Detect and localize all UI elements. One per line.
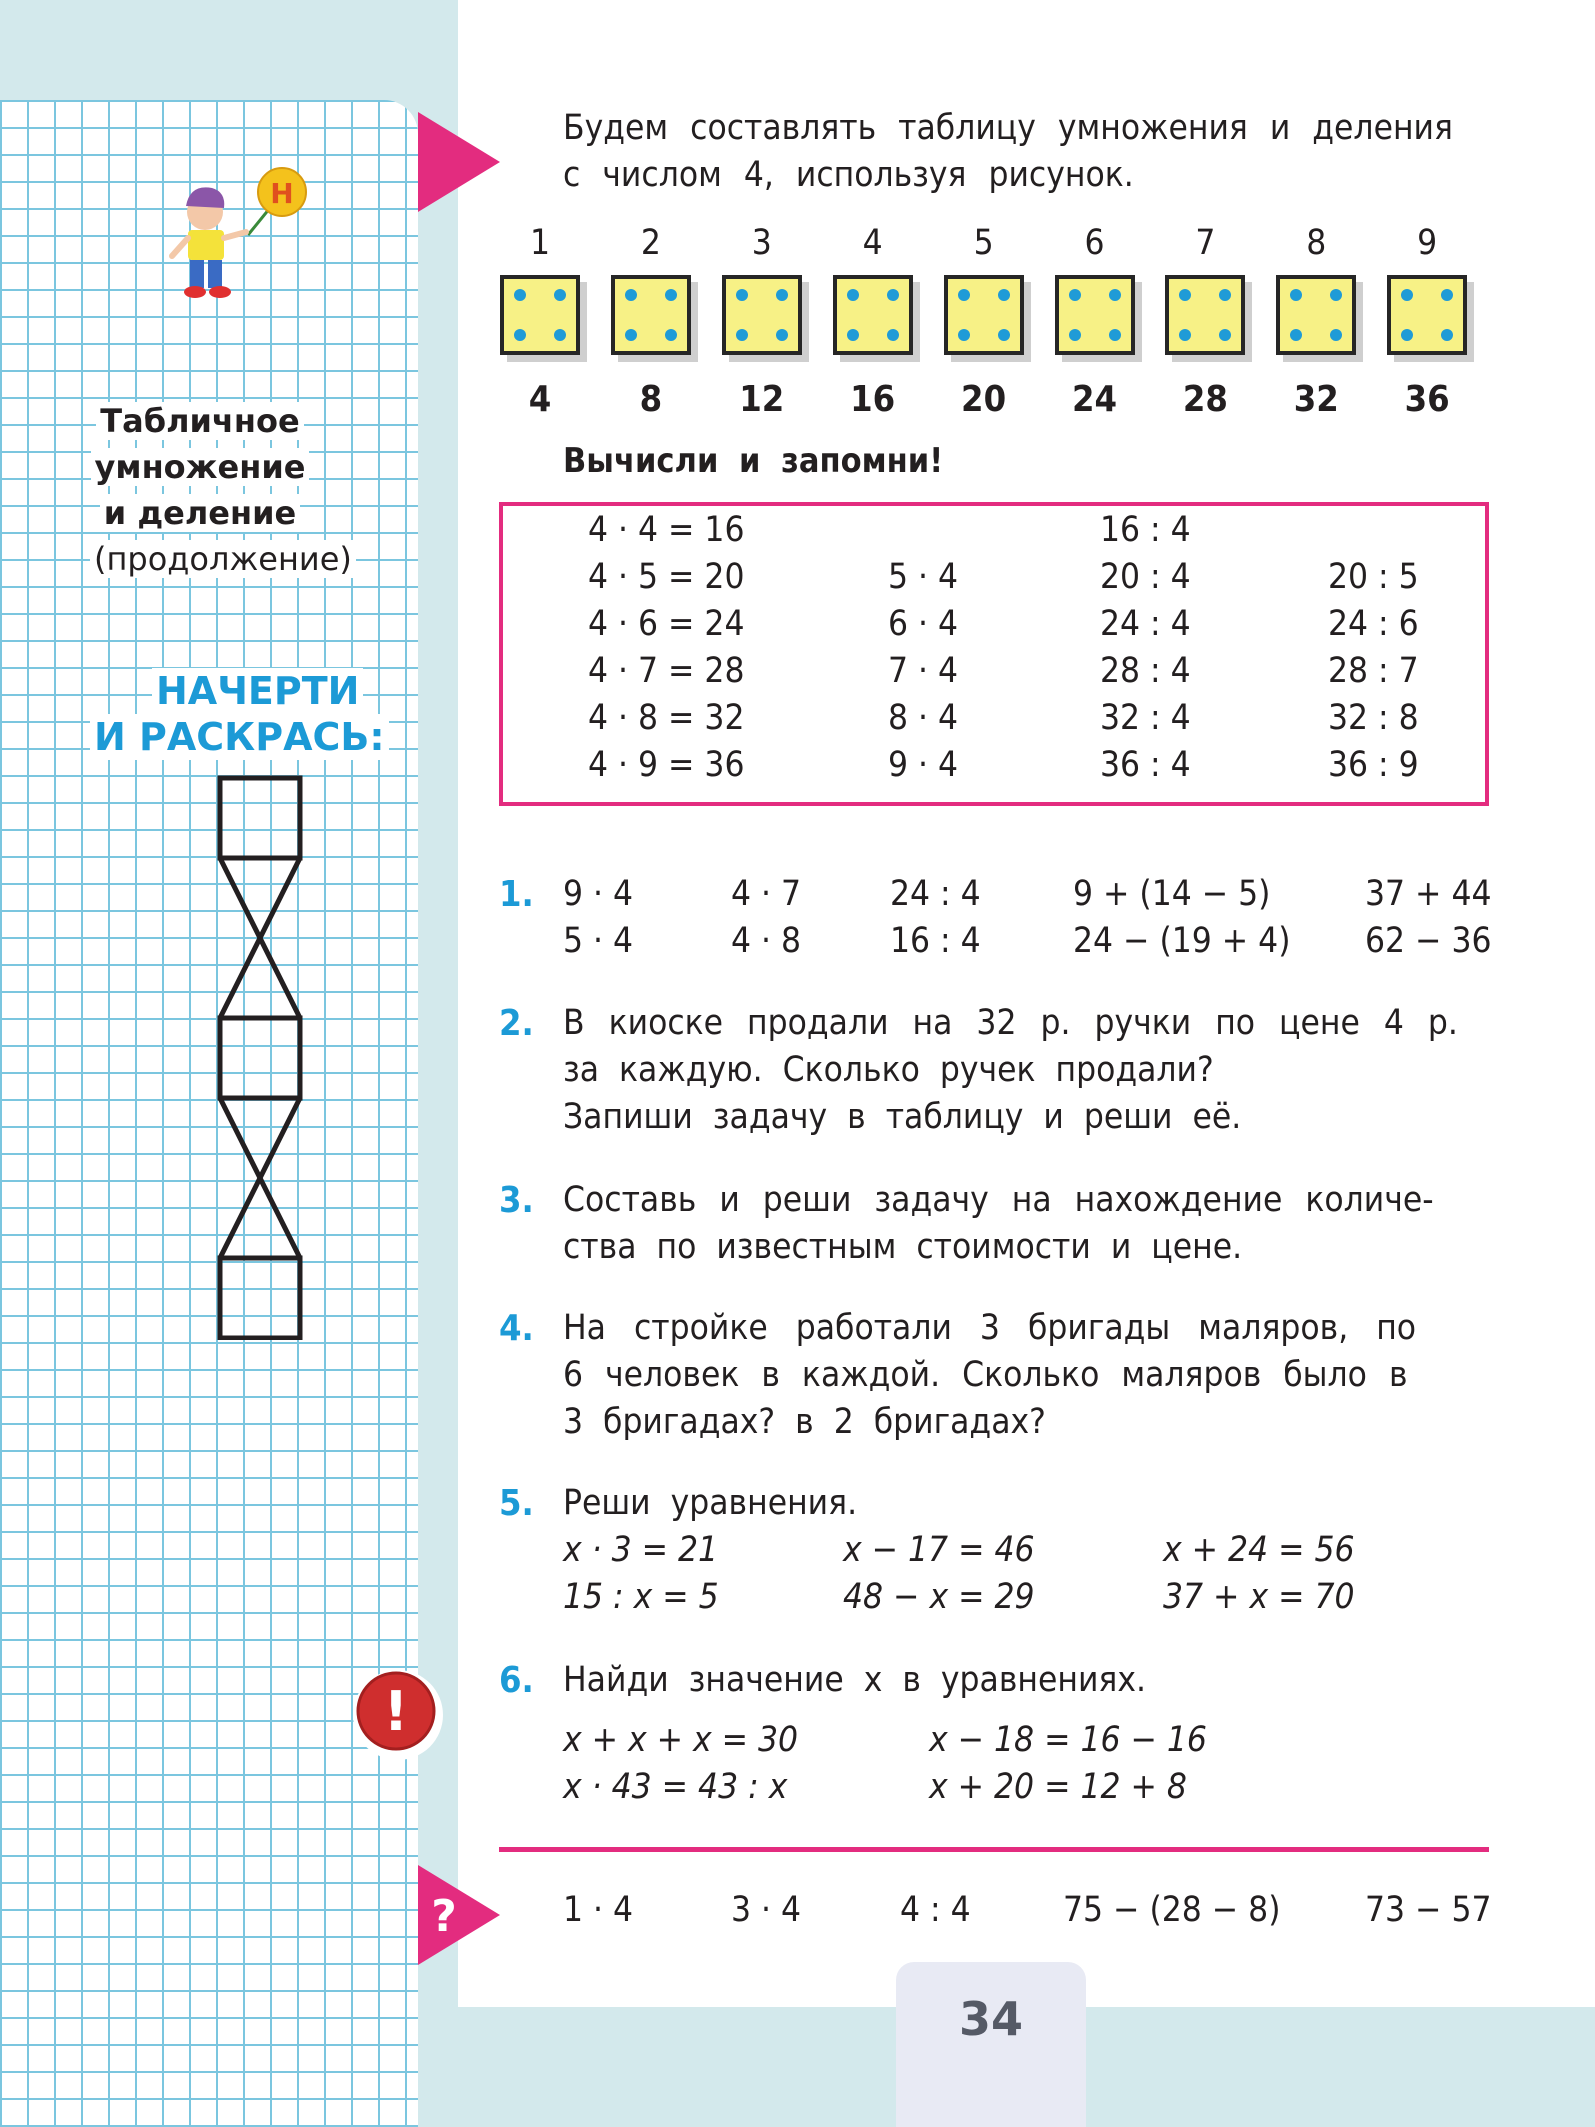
memo-division-by-4: 36 : 4 [1100, 745, 1191, 785]
lesson-topic [90, 398, 352, 582]
card-dot [998, 329, 1010, 341]
draw-title-line-1: НАЧЕРТИ [152, 668, 363, 714]
dot-card [500, 275, 580, 355]
mascot-balloon-letter: Н [270, 177, 294, 210]
task-6-equation: x · 43 = 43 : x [563, 1767, 788, 1807]
task-4-line-3: 3 бригадах? в 2 бригадах? [563, 1402, 1046, 1442]
memo-commuted-product: 7 · 4 [888, 651, 959, 691]
task-3-line-1: Составь и реши задачу на нахождение количе- [563, 1180, 1434, 1220]
memo-division-by-4: 20 : 4 [1100, 557, 1191, 597]
task-1-expression: 9 + (14 − 5) [1073, 874, 1271, 914]
card-dot [1219, 329, 1231, 341]
review-expression: 3 · 4 [731, 1890, 802, 1930]
task-1-expression: 37 + 44 [1365, 874, 1492, 914]
card-dot [1109, 289, 1121, 301]
card-dot [887, 329, 899, 341]
task-5-title: Реши уравнения. [563, 1483, 858, 1523]
card-dot [958, 329, 970, 341]
topic-line-3: и деление [100, 494, 300, 532]
card-dot [958, 289, 970, 301]
task-3-number: 3. [499, 1180, 534, 1221]
card-bottom-number: 24 [1071, 379, 1118, 420]
card-bottom-number: 4 [528, 379, 552, 420]
card-dot [1401, 289, 1413, 301]
topic-line-4: (продолжение) [90, 540, 356, 578]
dot-card [611, 275, 691, 355]
dot-card [1276, 275, 1356, 355]
card-dot [514, 329, 526, 341]
card-top-number: 9 [1417, 223, 1438, 263]
card-bottom-number: 28 [1182, 379, 1228, 420]
card-dot [1179, 289, 1191, 301]
task-4-number: 4. [499, 1308, 534, 1349]
memo-commuted-product: 5 · 4 [888, 557, 959, 597]
card-top-number: 7 [1195, 223, 1216, 263]
topic-line-2: умножение [91, 448, 310, 486]
card-dot [665, 289, 677, 301]
dot-card [944, 275, 1024, 355]
dot-card [1165, 275, 1245, 355]
card-dot [847, 329, 859, 341]
card-dot [554, 289, 566, 301]
card-dot [665, 329, 677, 341]
task-1-expression: 4 · 8 [731, 921, 802, 961]
draw-and-color-title [94, 668, 400, 760]
memo-title: Вычисли и запомни! [563, 441, 944, 481]
card-dot [1290, 329, 1302, 341]
task-6-equation: x − 18 = 16 − 16 [929, 1720, 1207, 1760]
task-5-equation: 37 + x = 70 [1163, 1577, 1355, 1617]
task-5-equation: 15 : x = 5 [563, 1577, 719, 1617]
card-dot [1290, 289, 1302, 301]
review-expression: 1 · 4 [563, 1890, 634, 1930]
card-bottom-number: 16 [850, 379, 896, 420]
memo-division-by-4: 16 : 4 [1100, 510, 1191, 550]
task-1-expression: 5 · 4 [563, 921, 634, 961]
review-separator [499, 1847, 1489, 1852]
intro-marker-triangle [418, 112, 500, 212]
card-dot [625, 329, 637, 341]
card-dot [554, 329, 566, 341]
task-6-title: Найди значение x в уравнениях. [563, 1660, 1146, 1700]
exclaim-glyph: ! [383, 1680, 409, 1743]
card-top-number: 3 [751, 223, 772, 263]
task-5-equation: x − 17 = 46 [843, 1530, 1035, 1570]
task-6-number: 6. [499, 1660, 534, 1701]
card-dot [514, 289, 526, 301]
card-dot [1330, 329, 1342, 341]
question-mark-glyph: ? [431, 1891, 457, 1942]
task-5-equation: x · 3 = 21 [563, 1530, 719, 1570]
task-1-expression: 9 · 4 [563, 874, 634, 914]
memo-commuted-product: 6 · 4 [888, 604, 959, 644]
dot-card [722, 275, 802, 355]
attention-exclaim-icon [350, 1667, 446, 1763]
memo-division: 36 : 9 [1328, 745, 1419, 785]
memo-division: 32 : 8 [1328, 698, 1419, 738]
card-dot [776, 329, 788, 341]
mascot-illustration [150, 160, 330, 330]
card-bottom-number: 8 [639, 379, 663, 420]
card-dot [1219, 289, 1231, 301]
review-expression: 73 − 57 [1365, 1890, 1492, 1930]
task-3-line-2: ства по известным стоимости и цене. [563, 1227, 1243, 1267]
page-number: 34 [958, 1992, 1023, 2046]
memo-commuted-product: 9 · 4 [888, 745, 959, 785]
memo-multiplication: 4 · 7 = 28 [588, 651, 745, 691]
card-dot [1069, 289, 1081, 301]
memo-multiplication: 4 · 8 = 32 [588, 698, 745, 738]
task-1-expression: 24 − (19 + 4) [1073, 921, 1291, 961]
card-top-number: 8 [1306, 223, 1327, 263]
topic-line-1: Табличное [96, 402, 303, 440]
task-5-equation: 48 − x = 29 [843, 1577, 1035, 1617]
card-dot [1069, 329, 1081, 341]
memo-multiplication: 4 · 9 = 36 [588, 745, 745, 785]
intro-line-1: Будем составлять таблицу умножения и деления [563, 108, 1453, 148]
task-1-expression: 4 · 7 [731, 874, 802, 914]
card-bottom-number: 32 [1293, 379, 1339, 420]
card-dot [1441, 329, 1453, 341]
card-bottom-number: 12 [739, 379, 785, 420]
review-expression: 75 − (28 − 8) [1063, 1890, 1281, 1930]
memo-multiplication: 4 · 4 = 16 [588, 510, 745, 550]
task-2-number: 2. [499, 1003, 534, 1044]
memo-division-by-4: 28 : 4 [1100, 651, 1191, 691]
memo-multiplication: 4 · 5 = 20 [588, 557, 745, 597]
card-bottom-number: 36 [1404, 379, 1450, 420]
card-top-number: 2 [640, 223, 661, 263]
card-dot [1109, 329, 1121, 341]
draw-pattern-figure [215, 775, 305, 1340]
task-6-equation: x + x + x = 30 [563, 1720, 799, 1760]
card-dot [847, 289, 859, 301]
memo-division-by-4: 24 : 4 [1100, 604, 1191, 644]
task-2-line-1: В киоске продали на 32 р. ручки по цене 4 р. [563, 1003, 1458, 1043]
task-2-line-2: за каждую. Сколько ручек продали? [563, 1050, 1214, 1090]
task-1-number: 1. [499, 874, 534, 915]
card-bottom-number: 20 [961, 379, 1007, 420]
review-question-marker [418, 1865, 503, 1965]
task-4-line-2: 6 человек в каждой. Сколько маляров было в [563, 1355, 1408, 1395]
memo-division: 20 : 5 [1328, 557, 1419, 597]
card-top-number: 6 [1084, 223, 1105, 263]
card-dot [1441, 289, 1453, 301]
card-top-number: 4 [862, 223, 883, 263]
memo-division-by-4: 32 : 4 [1100, 698, 1191, 738]
memo-commuted-product: 8 · 4 [888, 698, 959, 738]
card-dot [625, 289, 637, 301]
task-6-equation: x + 20 = 12 + 8 [929, 1767, 1187, 1807]
task-5-equation: x + 24 = 56 [1163, 1530, 1355, 1570]
task-4-line-1: На стройке работали 3 бригады маляров, по [563, 1308, 1417, 1348]
dot-card [833, 275, 913, 355]
card-dot [887, 289, 899, 301]
task-1-expression: 24 : 4 [890, 874, 981, 914]
card-dot [776, 289, 788, 301]
memo-multiplication: 4 · 6 = 24 [588, 604, 745, 644]
memo-division: 24 : 6 [1328, 604, 1419, 644]
memo-division: 28 : 7 [1328, 651, 1419, 691]
card-dot [736, 289, 748, 301]
task-5-number: 5. [499, 1483, 534, 1524]
card-dot [1330, 289, 1342, 301]
review-expression: 4 : 4 [900, 1890, 971, 1930]
card-top-number: 5 [973, 223, 994, 263]
card-dot [1179, 329, 1191, 341]
card-dot [736, 329, 748, 341]
dot-card [1387, 275, 1467, 355]
task-1-expression: 16 : 4 [890, 921, 981, 961]
dot-card [1055, 275, 1135, 355]
task-2-line-3: Запиши задачу в таблицу и реши её. [563, 1097, 1242, 1137]
intro-line-2: с числом 4, используя рисунок. [563, 155, 1134, 195]
card-top-number: 1 [529, 223, 551, 263]
card-dot [1401, 329, 1413, 341]
card-dot [998, 289, 1010, 301]
task-1-expression: 62 − 36 [1365, 921, 1492, 961]
draw-title-line-2: И РАСКРАСЬ: [90, 714, 389, 760]
